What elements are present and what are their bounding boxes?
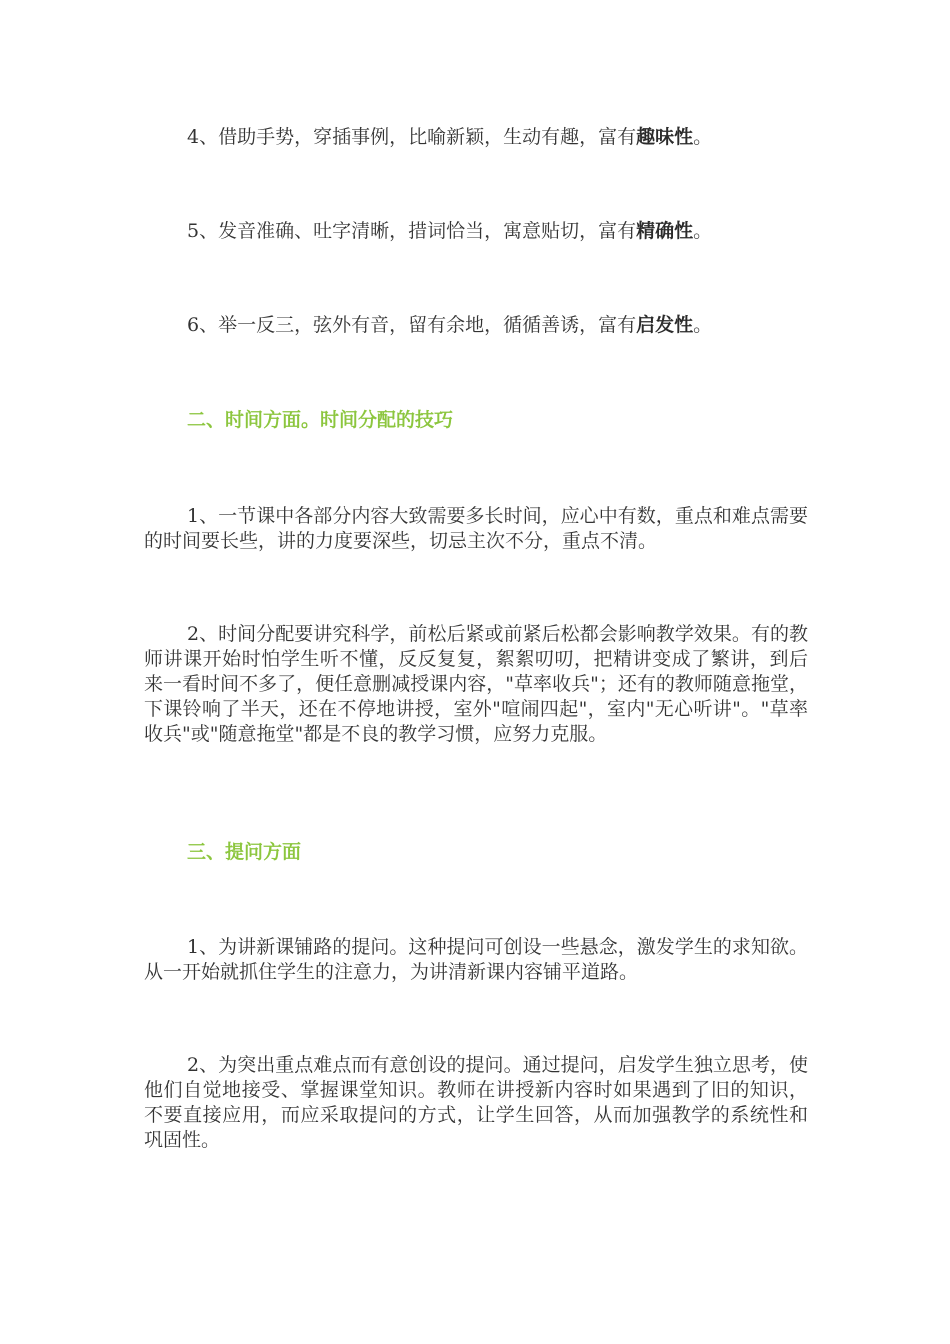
section-heading-time: 二、时间方面。时间分配的技巧 <box>187 409 454 431</box>
list-item-end: 。 <box>693 126 713 148</box>
list-item-end: 。 <box>693 314 713 336</box>
list-item-bold-term: 启发性 <box>636 314 694 336</box>
list-item-bold-term: 精确性 <box>636 220 694 242</box>
paragraph-questions-1: 1、为讲新课铺路的提问。这种提问可创设一些悬念，激发学生的求知欲。从一开始就抓住学生的注意力，为讲清新课内容铺平道路。 <box>144 936 808 983</box>
section-heading-questions: 三、提问方面 <box>187 841 302 863</box>
list-item-text: 6、举一反三，弦外有音，留有余地，循循善诱，富有 <box>187 314 637 336</box>
list-item-bold-term: 趣味性 <box>636 126 694 148</box>
list-item-4 <box>187 125 712 149</box>
paragraph-time-2: 2、时间分配要讲究科学，前松后紧或前紧后松都会影响教学效果。有的教师讲课开始时怕学生听不懂，反反复复，絮絮叨叨，把精讲变成了繁讲，到后来一看时间不多了，便任意删减授课内容，"草率收兵"；还有的教师随意拖堂，下课铃响了半天，还在不停地讲授，室外"喧闹四起"，室内"无心听讲"。"草率收兵"或"随意拖堂"都是不良的教学习惯，应努力克服。 <box>144 623 808 745</box>
list-item-6 <box>187 313 712 337</box>
list-item-5 <box>187 219 712 243</box>
list-item-end: 。 <box>693 220 713 242</box>
paragraph-questions-2: 2、为突出重点难点而有意创设的提问。通过提问，启发学生独立思考，使他们自觉地接受、掌握课堂知识。教师在讲授新内容时如果遇到了旧的知识，不要直接应用，而应采取提问的方式，让学生回答，从而加强教学的系统性和巩固性。 <box>144 1054 808 1151</box>
list-item-text: 4、借助手势，穿插事例，比喻新颖，生动有趣，富有 <box>187 126 637 148</box>
list-item-text: 5、发音准确、吐字清晰，措词恰当，寓意贴切，富有 <box>187 220 637 242</box>
paragraph-time-1: 1、一节课中各部分内容大致需要多长时间，应心中有数，重点和难点需要的时间要长些，讲的力度要深些，切忌主次不分，重点不清。 <box>144 505 808 552</box>
